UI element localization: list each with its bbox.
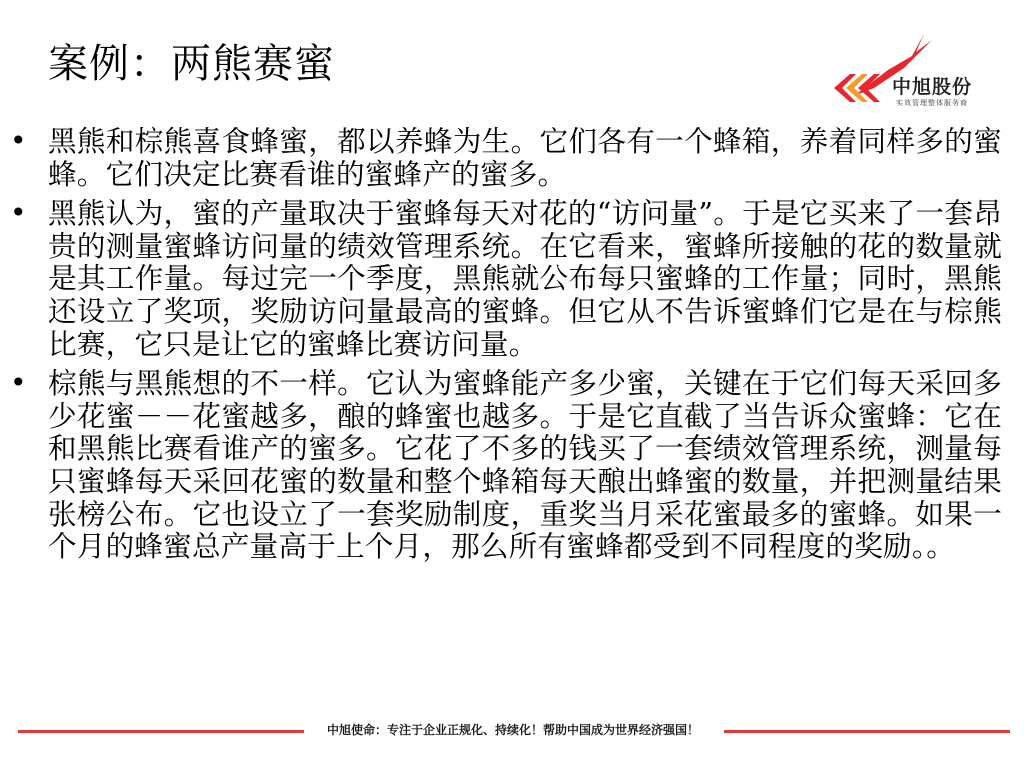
footer-mission-text: 中旭使命：专注于企业正规化、持续化！帮助中国成为世界经济强国！ xyxy=(326,723,699,737)
footer-divider-left xyxy=(18,730,304,733)
logo-tagline: 实效管理整体服务商 xyxy=(896,99,968,107)
footer-divider-right xyxy=(724,730,1010,733)
company-logo xyxy=(832,30,1002,116)
bullet-item xyxy=(10,367,1002,563)
bullet-item xyxy=(10,125,1002,190)
bullet-list xyxy=(10,125,1002,570)
bullet-text: 黑熊认为，蜜的产量取决于蜜蜂每天对花的“访问量”。于是它买来了一套昂贵的测量蜜蜂访问量的绩效管理系统。在它看来，蜜蜂所接触的花的数量就是其工作量。每过完一个季度，黑熊就公布每只蜜蜂的工作量；同时，黑熊还设立了奖项，奖励访问量最高的蜜蜂。但它从不告诉蜜蜂们它是在与棕熊比赛，它只是让它的蜜蜂比赛访问量。 xyxy=(48,196,1002,361)
bullet-text: 黑熊和棕熊喜食蜂蜜，都以养蜂为生。它们各有一个蜂箱，养着同样多的蜜蜂。它们决定比赛看谁的蜜蜂产的蜜多。 xyxy=(48,124,1002,191)
bullet-dot-icon: • xyxy=(10,196,27,230)
slide-title: 案例：两熊赛蜜 xyxy=(48,41,335,87)
logo-company-name: 中旭股份 xyxy=(892,76,973,98)
bullet-dot-icon: • xyxy=(10,124,27,157)
footer xyxy=(0,718,1024,744)
bullet-text: 棕熊与黑熊想的不一样。它认为蜜蜂能产多少蜜，关键在于它们每天采回多少花蜜－－花蜜越多，酿的蜂蜜也越多。于是它直截了当告诉众蜜蜂：它在和黑熊比赛看谁产的蜜多。它花了不多的钱买了一套绩效管理系统，测量每只蜜蜂每天采回花蜜的数量和整个蜂箱每天酿出蜂蜜的数量，并把测量结果张榜公布。它也设立了一套奖励制度，重奖当月采花蜜最多的蜜蜂。如果一个月的蜂蜜总产量高于上个月，那么所有蜜蜂都受到不同程度的奖励。。 xyxy=(48,366,1002,564)
bullet-dot-icon: • xyxy=(10,366,27,400)
bullet-item xyxy=(10,197,1002,360)
